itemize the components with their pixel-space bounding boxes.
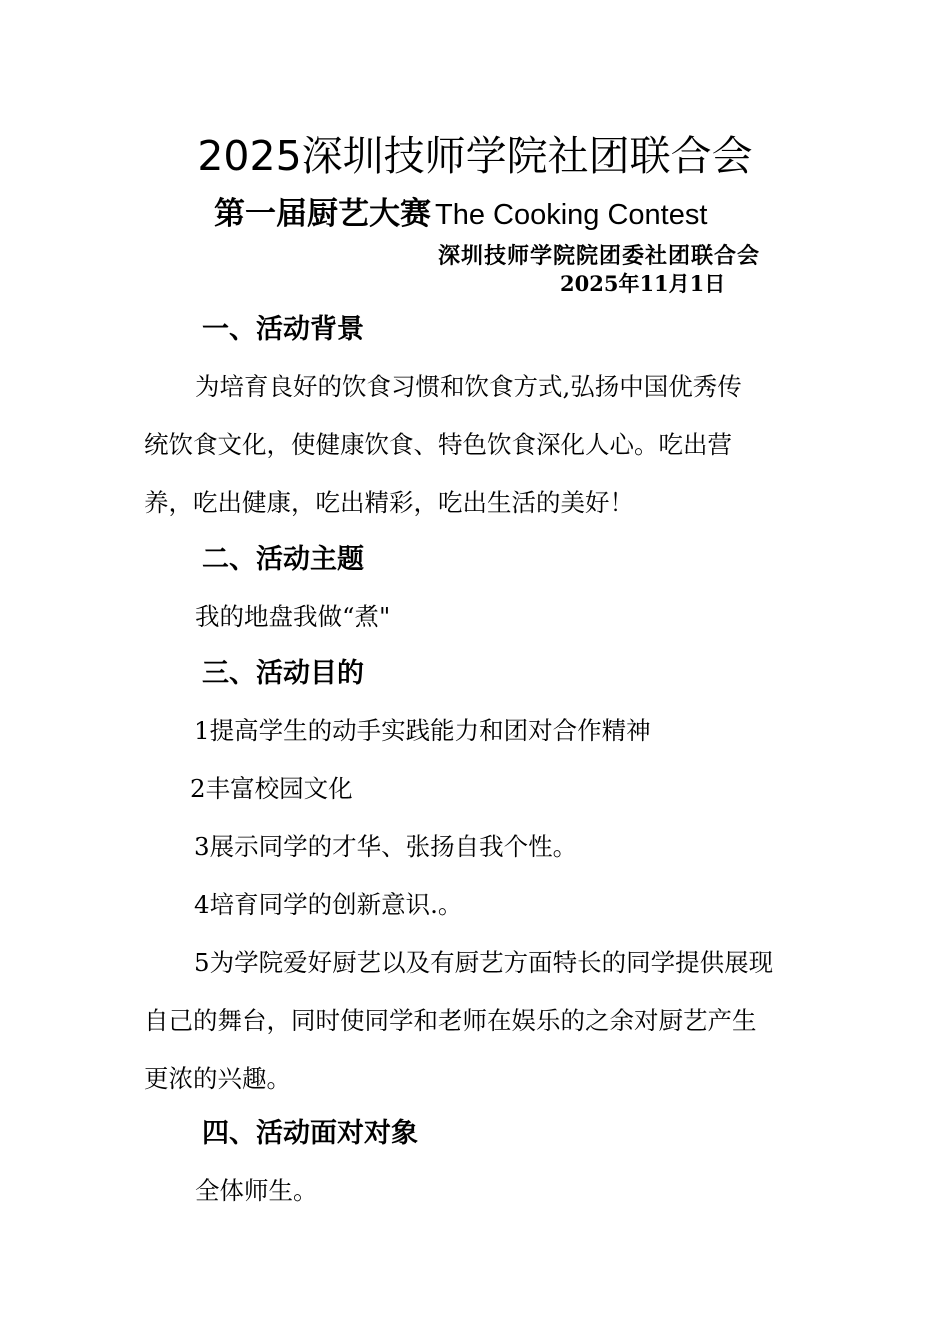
organizer-line: 深圳技师学院院团委社团联合会 (438, 243, 761, 269)
goal-item-continuation: 更浓的兴趣。 (144, 1064, 291, 1093)
section-heading-background: 一、活动背景 (202, 314, 364, 345)
paragraph-line: 养，吃出健康，吃出精彩，吃出生活的美好！ (144, 488, 634, 517)
goal-item: 3展示同学的才华、张扬自我个性。 (194, 832, 578, 861)
paragraph-line: 统饮食文化，使健康饮食、特色饮食深化人心。吃出营 (144, 430, 732, 459)
paragraph-line: 我的地盘我做“煮" (195, 602, 391, 631)
goal-item: 4培育同学的创新意识.。 (194, 890, 463, 919)
section-heading-theme: 二、活动主题 (202, 544, 364, 575)
goal-item: 2丰富校园文化 (190, 774, 353, 803)
section-body-background (144, 358, 809, 532)
section-body-audience (144, 1162, 809, 1220)
date-line: 2025年11月1日 (560, 271, 726, 296)
document-subtitle (214, 192, 707, 237)
section-body-goals (144, 702, 809, 1108)
goal-item: 5为学院爱好厨艺以及有厨艺方面特长的同学提供展现 (194, 948, 774, 977)
goal-item: 1提高学生的动手实践能力和团对合作精神 (194, 716, 651, 745)
section-heading-goals: 三、活动目的 (202, 658, 364, 689)
section-body-theme (144, 588, 809, 646)
document-title: 2025深圳技师学院社团联合会 (197, 132, 753, 180)
subtitle-chinese: 第一届厨艺大赛 (214, 196, 431, 232)
subtitle-english: The Cooking Contest (435, 199, 708, 231)
goal-item-continuation: 自己的舞台，同时使同学和老师在娱乐的之余对厨艺产生 (144, 1006, 757, 1035)
paragraph-line: 全体师生。 (195, 1176, 318, 1205)
section-heading-audience: 四、活动面对对象 (202, 1118, 418, 1149)
paragraph-line: 为培育良好的饮食习惯和饮食方式,弘扬中国优秀传 (195, 372, 742, 401)
